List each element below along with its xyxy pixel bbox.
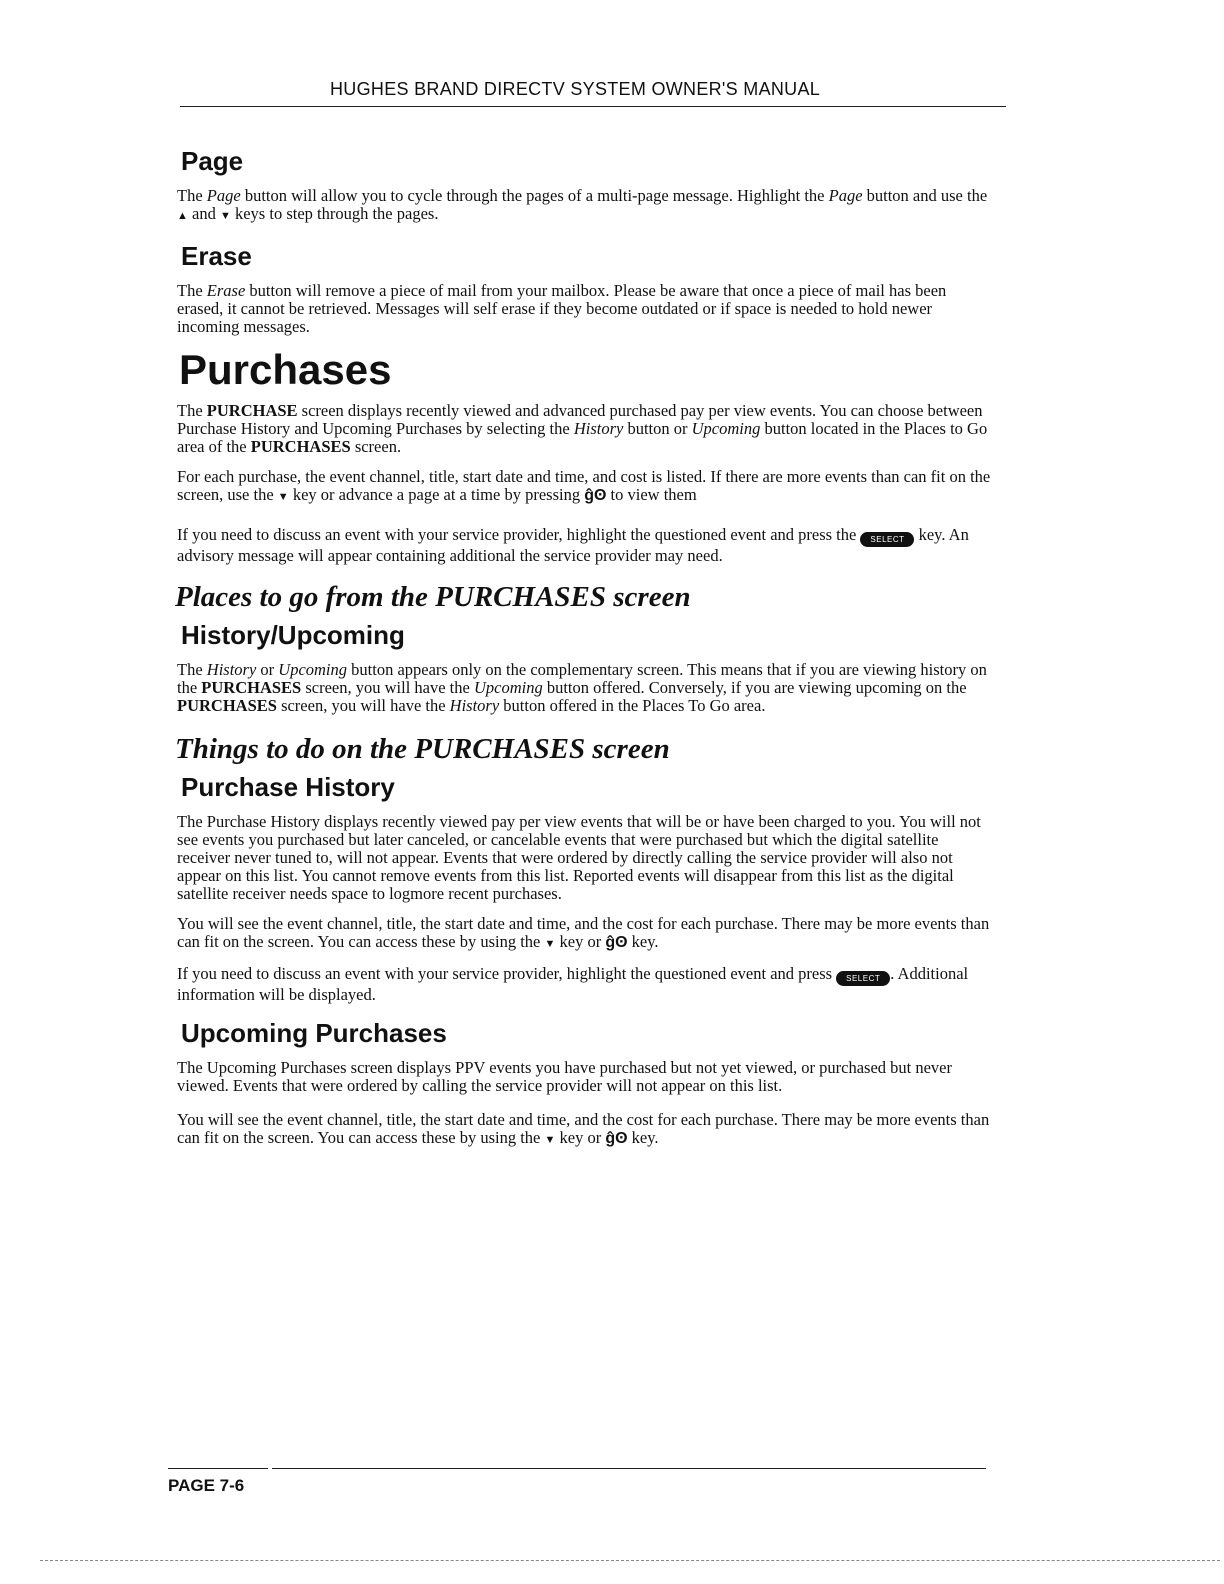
text-run: and <box>187 204 220 223</box>
screen-name: PURCHASE <box>206 401 298 420</box>
select-key-icon: SELECT <box>836 971 890 986</box>
text-run: screen. <box>350 437 402 456</box>
text-run: or <box>256 660 279 679</box>
down-arrow-icon: ▼ <box>544 938 556 950</box>
purchase-history-paragraph-2 <box>177 915 995 953</box>
upcoming-button-name: Upcoming <box>278 660 348 679</box>
upcoming-button-name: Upcoming <box>473 678 543 697</box>
purchases-paragraph-2 <box>177 468 995 506</box>
screen-name: PURCHASES <box>250 437 351 456</box>
text-run: key. <box>627 932 659 951</box>
down-arrow-icon: ▼ <box>277 491 289 503</box>
history-button-name: History <box>206 660 257 679</box>
text-run: The <box>177 401 207 420</box>
text-run: You will see the event channel, title, the start date and time, and the cost for each purchase. There may be more events than can fit on the screen. You can access these by using the <box>177 1110 990 1147</box>
text-run: You will see the event channel, title, the start date and time, and the cost for each purchase. There may be more events than can fit on the screen. You can access these by using the <box>177 914 990 951</box>
upcoming-purchases-paragraph-2 <box>177 1111 995 1149</box>
text-run: to view them <box>606 485 697 504</box>
text-run: button appears only on the complementary screen. This means that if you are viewing history on the <box>177 660 987 697</box>
history-button-name: History <box>449 696 500 715</box>
purchases-paragraph-1 <box>177 402 995 456</box>
text-run: button will remove a piece of mail from your mailbox. Please be aware that once a piece of mail has been erased, it cannot be retrieved. Messages will self erase if they become outdated or if space is needed to hold newer incoming messages. <box>177 281 947 336</box>
text-run: For each purchase, the event channel, title, start date and time, and cost is listed. If there are more events than can fit on the screen, use the <box>177 467 991 504</box>
footer-rule <box>272 1468 986 1469</box>
text-run: key or <box>555 932 606 951</box>
page-paragraph <box>177 187 995 225</box>
text-run: The <box>177 281 207 300</box>
text-run: button will allow you to cycle through the pages of a multi-page message. Highlight the <box>240 186 829 205</box>
text-run: button and use the <box>862 186 988 205</box>
go-key-icon: ĝʘ <box>605 934 628 951</box>
select-key-icon: SELECT <box>860 532 914 547</box>
erase-button-name: Erase <box>206 281 246 300</box>
text-run: key or <box>555 1128 606 1147</box>
go-key-icon: ĝʘ <box>584 487 607 504</box>
history-button-name: History <box>573 419 624 438</box>
text-run: key. <box>627 1128 659 1147</box>
history-upcoming-heading: History/Upcoming <box>181 620 405 650</box>
screen-name: PURCHASES <box>201 678 302 697</box>
screen-name: PURCHASES <box>177 696 277 715</box>
text-run: button or <box>623 419 692 438</box>
history-upcoming-paragraph <box>177 661 995 715</box>
text-run: If you need to discuss an event with your service provider, highlight the questioned event and press the <box>177 525 861 544</box>
text-run: screen, you will have the <box>301 678 474 697</box>
places-to-go-heading: Places to go from the PURCHASES screen <box>175 581 691 613</box>
down-arrow-icon: ▼ <box>544 1134 556 1146</box>
go-key-icon: ĝʘ <box>605 1130 628 1147</box>
upcoming-purchases-paragraph-1: The Upcoming Purchases screen displays PPV events you have purchased but not yet viewed, or purchased but never viewed. Events that were ordered by calling the service provider will not appear on this list. <box>177 1058 953 1095</box>
text-run: key or advance a page at a time by pressing <box>288 485 585 504</box>
erase-paragraph <box>177 282 995 336</box>
text-run: screen, you will have the <box>276 696 450 715</box>
text-run: key. An advisory message will appear containing additional the service provider may need. <box>177 525 969 565</box>
page-number: PAGE 7-6 <box>168 1476 245 1495</box>
text-run: button located in the Places to Go area of the <box>177 419 988 456</box>
purchases-paragraph-3 <box>177 526 995 565</box>
upcoming-button-name: Upcoming <box>691 419 761 438</box>
things-to-do-heading: Things to do on the PURCHASES screen <box>175 733 670 765</box>
running-header: HUGHES BRAND DIRECTV SYSTEM OWNER'S MANUAL <box>330 79 821 99</box>
upcoming-purchases-heading: Upcoming Purchases <box>181 1018 447 1048</box>
scan-edge-line <box>40 1560 1220 1561</box>
text-run: button offered. Conversely, if you are viewing upcoming on the <box>542 678 967 697</box>
page-content <box>175 140 995 1161</box>
header-rule <box>180 106 1006 107</box>
text-run: screen displays recently viewed and advanced purchased pay per view events. You can choose between Purchase History and Upcoming Purchases by selecting the <box>177 401 983 438</box>
down-arrow-icon: ▼ <box>219 210 231 222</box>
erase-heading: Erase <box>181 241 252 271</box>
text-run: The <box>177 186 207 205</box>
purchase-history-heading: Purchase History <box>181 772 395 802</box>
text-run: keys to step through the pages. <box>230 204 439 223</box>
page-button-name: Page <box>206 186 241 205</box>
text-run: If you need to discuss an event with your service provider, highlight the questioned event and press <box>177 964 837 983</box>
purchase-history-paragraph-3 <box>177 965 995 1004</box>
text-run: button offered in the Places To Go area. <box>499 696 766 715</box>
page-heading: Page <box>181 146 244 176</box>
footer-rule-lead <box>168 1468 268 1469</box>
text-run: The <box>177 660 207 679</box>
page-button-name: Page <box>828 186 863 205</box>
purchases-heading: Purchases <box>179 346 392 393</box>
text-run: . Additional information will be displayed. <box>177 964 969 1004</box>
purchase-history-paragraph-1: The Purchase History displays recently viewed pay per view events that will be or have been charged to you. You will not see events you purchased but later canceled, or cancelable events that were purchased but which the digital satellite receiver never tuned to, will not appear. Events that were ordered by directly calling the service provider will also not appear on this list. You cannot remove events from this list. Reported events will disappear from this list as the digital satellite receiver needs space to logmore recent purchases. <box>177 812 981 903</box>
up-arrow-icon: ▲ <box>177 210 188 222</box>
